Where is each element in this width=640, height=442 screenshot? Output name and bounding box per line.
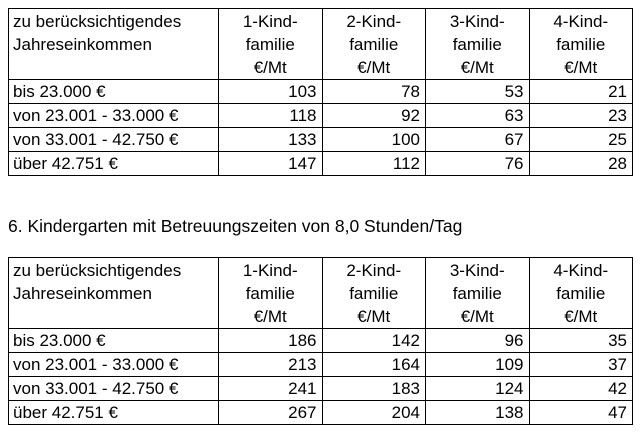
table-header-row: [9, 258, 633, 329]
fee-value: 109: [426, 353, 530, 377]
column-header-line: 1-Kind-: [242, 12, 298, 31]
fee-value: 213: [219, 353, 323, 377]
fee-value: 37: [529, 353, 633, 377]
income-header: [9, 258, 219, 329]
income-bracket: über 42.751 €: [9, 401, 219, 425]
income-bracket: von 33.001 - 42.750 €: [9, 377, 219, 401]
fee-value: 63: [426, 104, 530, 128]
fee-value: 133: [219, 128, 323, 152]
income-header-line-2: Jahreseinkommen: [13, 35, 152, 54]
table-header-row: [9, 9, 633, 80]
column-header-1-kind: [219, 258, 323, 329]
table-row: [9, 80, 633, 104]
fee-value: 183: [322, 377, 426, 401]
table-row: [9, 128, 633, 152]
fee-value: 47: [529, 401, 633, 425]
income-bracket: bis 23.000 €: [9, 80, 219, 104]
fee-value: 142: [322, 329, 426, 353]
fee-value: 100: [322, 128, 426, 152]
fee-value: 118: [219, 104, 323, 128]
income-bracket: von 23.001 - 33.000 €: [9, 353, 219, 377]
column-header-line: 4-Kind-: [553, 261, 609, 280]
fee-value: 67: [426, 128, 530, 152]
fee-value: 204: [322, 401, 426, 425]
table-row: [9, 329, 633, 353]
table-row: [9, 353, 633, 377]
fee-value: 96: [426, 329, 530, 353]
fee-value: 78: [322, 80, 426, 104]
column-header-line: €/Mt: [564, 307, 598, 326]
column-header-line: familie: [245, 35, 295, 54]
column-header-line: familie: [349, 284, 399, 303]
column-header-line: €/Mt: [460, 58, 494, 77]
fee-value: 138: [426, 401, 530, 425]
fee-value: 53: [426, 80, 530, 104]
column-header-line: €/Mt: [357, 58, 391, 77]
income-bracket: von 33.001 - 42.750 €: [9, 128, 219, 152]
income-bracket: über 42.751 €: [9, 152, 219, 176]
column-header-line: familie: [452, 284, 502, 303]
column-header-line: familie: [556, 284, 606, 303]
fee-value: 267: [219, 401, 323, 425]
income-header: [9, 9, 219, 80]
column-header-1-kind: [219, 9, 323, 80]
fee-value: 164: [322, 353, 426, 377]
table-row: [9, 401, 633, 425]
fee-table-1: [8, 8, 633, 176]
table-row: [9, 104, 633, 128]
fee-value: 241: [219, 377, 323, 401]
income-bracket: bis 23.000 €: [9, 329, 219, 353]
column-header-line: 4-Kind-: [553, 12, 609, 31]
column-header-line: €/Mt: [357, 307, 391, 326]
fee-value: 112: [322, 152, 426, 176]
column-header-4-kind: [529, 9, 633, 80]
fee-value: 186: [219, 329, 323, 353]
column-header-line: 2-Kind-: [346, 261, 402, 280]
column-header-line: €/Mt: [460, 307, 494, 326]
fee-value: 147: [219, 152, 323, 176]
income-header-line-2: Jahreseinkommen: [13, 284, 152, 303]
column-header-4-kind: [529, 258, 633, 329]
fee-value: 28: [529, 152, 633, 176]
column-header-line: €/Mt: [253, 307, 287, 326]
column-header-line: €/Mt: [253, 58, 287, 77]
table-row: [9, 152, 633, 176]
section-heading: 6. Kindergarten mit Betreuungszeiten von 8,0 Stunden/Tag: [8, 216, 463, 236]
table-row: [9, 377, 633, 401]
fee-table-2: [8, 257, 633, 425]
column-header-2-kind: [322, 258, 426, 329]
fee-value: 92: [322, 104, 426, 128]
fee-value: 42: [529, 377, 633, 401]
column-header-line: familie: [245, 284, 295, 303]
column-header-line: €/Mt: [564, 58, 598, 77]
column-header-2-kind: [322, 9, 426, 80]
fee-value: 35: [529, 329, 633, 353]
income-bracket: von 23.001 - 33.000 €: [9, 104, 219, 128]
column-header-line: 3-Kind-: [449, 12, 505, 31]
fee-value: 23: [529, 104, 633, 128]
income-header-line-1: zu berücksichtigendes: [13, 12, 182, 31]
fee-value: 76: [426, 152, 530, 176]
income-header-line-1: zu berücksichtigendes: [13, 261, 182, 280]
fee-value: 124: [426, 377, 530, 401]
column-header-line: 3-Kind-: [449, 261, 505, 280]
column-header-3-kind: [426, 9, 530, 80]
fee-value: 21: [529, 80, 633, 104]
column-header-line: 1-Kind-: [242, 261, 298, 280]
column-header-line: familie: [349, 35, 399, 54]
column-header-3-kind: [426, 258, 530, 329]
column-header-line: familie: [452, 35, 502, 54]
fee-value: 25: [529, 128, 633, 152]
column-header-line: familie: [556, 35, 606, 54]
fee-value: 103: [219, 80, 323, 104]
column-header-line: 2-Kind-: [346, 12, 402, 31]
